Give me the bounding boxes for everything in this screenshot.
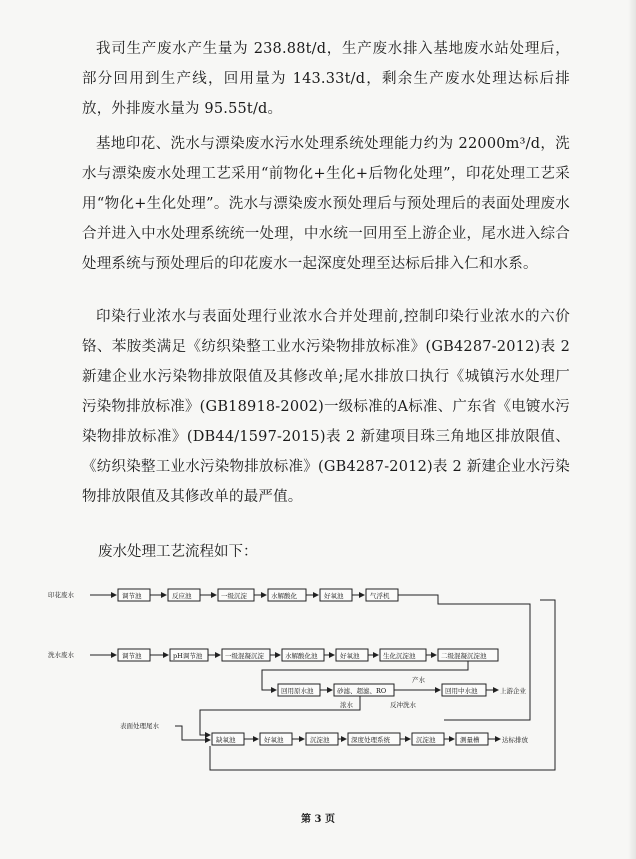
row2-ph-adjustment-tank [170, 649, 208, 661]
input-print-wastewater: 印花废水 [48, 591, 74, 599]
paragraph-discharge-standards: 印染行业浓水与表面处理行业浓水合并处理前,控制印染行业浓水的六价铬、苯胺类满足《纺织染整工业水污染物排放标准》(GB4287-2012)表 2 新建企业水污染物排放限值及其修改单;尾水排放口执行《城镇污水处理厂污染物排放标准》(GB18918-2002)一级标准的A标准、广东省《电镀水污染物排放标准》(DB44/1597-2015)表 2 新建项目珠三角地区排放限值、《纺织染整工业水污染物排放标准》(GB4287-2012)表 2 新建企业水污染物排放限值及其修改单的最严值。 [82, 309, 570, 505]
input-wash-wastewater: 洗水废水 [48, 651, 74, 659]
row4-final-sedimentation [412, 733, 444, 745]
label-backwash-water: 反冲洗水 [390, 701, 416, 709]
row2-bio-sedimentation [380, 649, 426, 661]
svg-text:好氧池: 好氧池 [264, 736, 284, 744]
svg-text:回用原水池: 回用原水池 [281, 687, 314, 695]
svg-text:好氧池: 好氧池 [340, 652, 360, 660]
row3-reuse-water-tank [442, 684, 486, 696]
row1-hydrolysis-acidification [268, 589, 306, 601]
svg-text:缺氧池: 缺氧池 [216, 736, 236, 744]
row1-air-flotation [366, 589, 398, 601]
paragraph-wastewater-volume: 我司生产废水产生量为 238.88t/d，生产废水排入基地废水站处理后，部分回用到生产线，回用量为 143.33t/d，剩余生产废水处理达标后排放，外排废水量为 95.55t/d。 [82, 41, 570, 117]
row1-primary-sedimentation [218, 589, 254, 601]
row2-aerobic-tank [336, 649, 368, 661]
svg-text:砂滤、超滤、RO: 砂滤、超滤、RO [337, 687, 387, 695]
row3-membrane-system [334, 684, 394, 696]
wastewater-flowchart [40, 570, 570, 780]
flowchart-svg [40, 570, 570, 780]
label-upstream-enterprise: 上游企业 [500, 687, 526, 695]
row4-aerobic-tank [260, 733, 292, 745]
page-edge-shadow [628, 0, 636, 859]
svg-text:气浮机: 气浮机 [370, 592, 390, 600]
page-number: 第 3 页 [301, 814, 335, 825]
row3-reuse-raw-water-tank [278, 684, 320, 696]
label-compliant-discharge: 达标排放 [502, 736, 528, 744]
svg-text:二级混凝沉淀池: 二级混凝沉淀池 [441, 652, 487, 660]
svg-text:pH调节池: pH调节池 [173, 652, 203, 660]
svg-text:水解酸化池: 水解酸化池 [285, 652, 318, 660]
svg-text:沉淀池: 沉淀池 [416, 736, 436, 744]
row4-measurement-tank [456, 733, 488, 745]
svg-text:生化沉淀池: 生化沉淀池 [383, 652, 416, 660]
row1-regulating-tank [118, 589, 150, 601]
svg-text:一级混凝沉淀: 一级混凝沉淀 [225, 652, 264, 660]
row2-secondary-coagulation [438, 649, 498, 661]
row4-advanced-treatment [348, 733, 400, 745]
svg-text:调节池: 调节池 [122, 652, 142, 660]
row4-sedimentation-tank [306, 733, 338, 745]
svg-text:调节池: 调节池 [122, 592, 142, 600]
row1-reaction-tank [168, 589, 200, 601]
paragraph-treatment-system: 基地印花、洗水与漂染废水污水处理系统处理能力约为 22000m³/d，洗水与漂染废水处理工艺采用“前物化+生化+后物化处理”，印花处理工艺采用“物化+生化处理”。洗水与漂染废水预处理后与预处理后的表面处理废水合并进入中水处理系统统一处理，中水统一回用至上游企业，尾水进入综合处理系统与预处理后的印花废水一起深度处理至达标后排入仁和水系。 [82, 136, 570, 272]
svg-text:反应池: 反应池 [172, 592, 192, 600]
svg-text:沉淀池: 沉淀池 [310, 736, 330, 744]
svg-text:回用中水池: 回用中水池 [445, 687, 478, 695]
input-surface-tailwater: 表面处理尾水 [120, 722, 159, 730]
svg-text:一级沉淀: 一级沉淀 [221, 592, 247, 600]
row4-anoxic-tank [212, 733, 244, 745]
label-concentrate: 浓水 [340, 701, 353, 709]
svg-text:水解酸化: 水解酸化 [271, 592, 297, 600]
flowchart-intro: 废水处理工艺流程如下： [98, 544, 258, 560]
svg-text:测量槽: 测量槽 [460, 736, 480, 744]
svg-text:深度处理系统: 深度处理系统 [351, 736, 390, 744]
svg-text:好氧池: 好氧池 [324, 592, 344, 600]
row2-primary-coagulation [222, 649, 270, 661]
row1-aerobic-tank [320, 589, 352, 601]
row2-hydrolysis-tank [282, 649, 324, 661]
row2-regulating-tank [118, 649, 150, 661]
label-product-water: 产水 [412, 676, 425, 684]
